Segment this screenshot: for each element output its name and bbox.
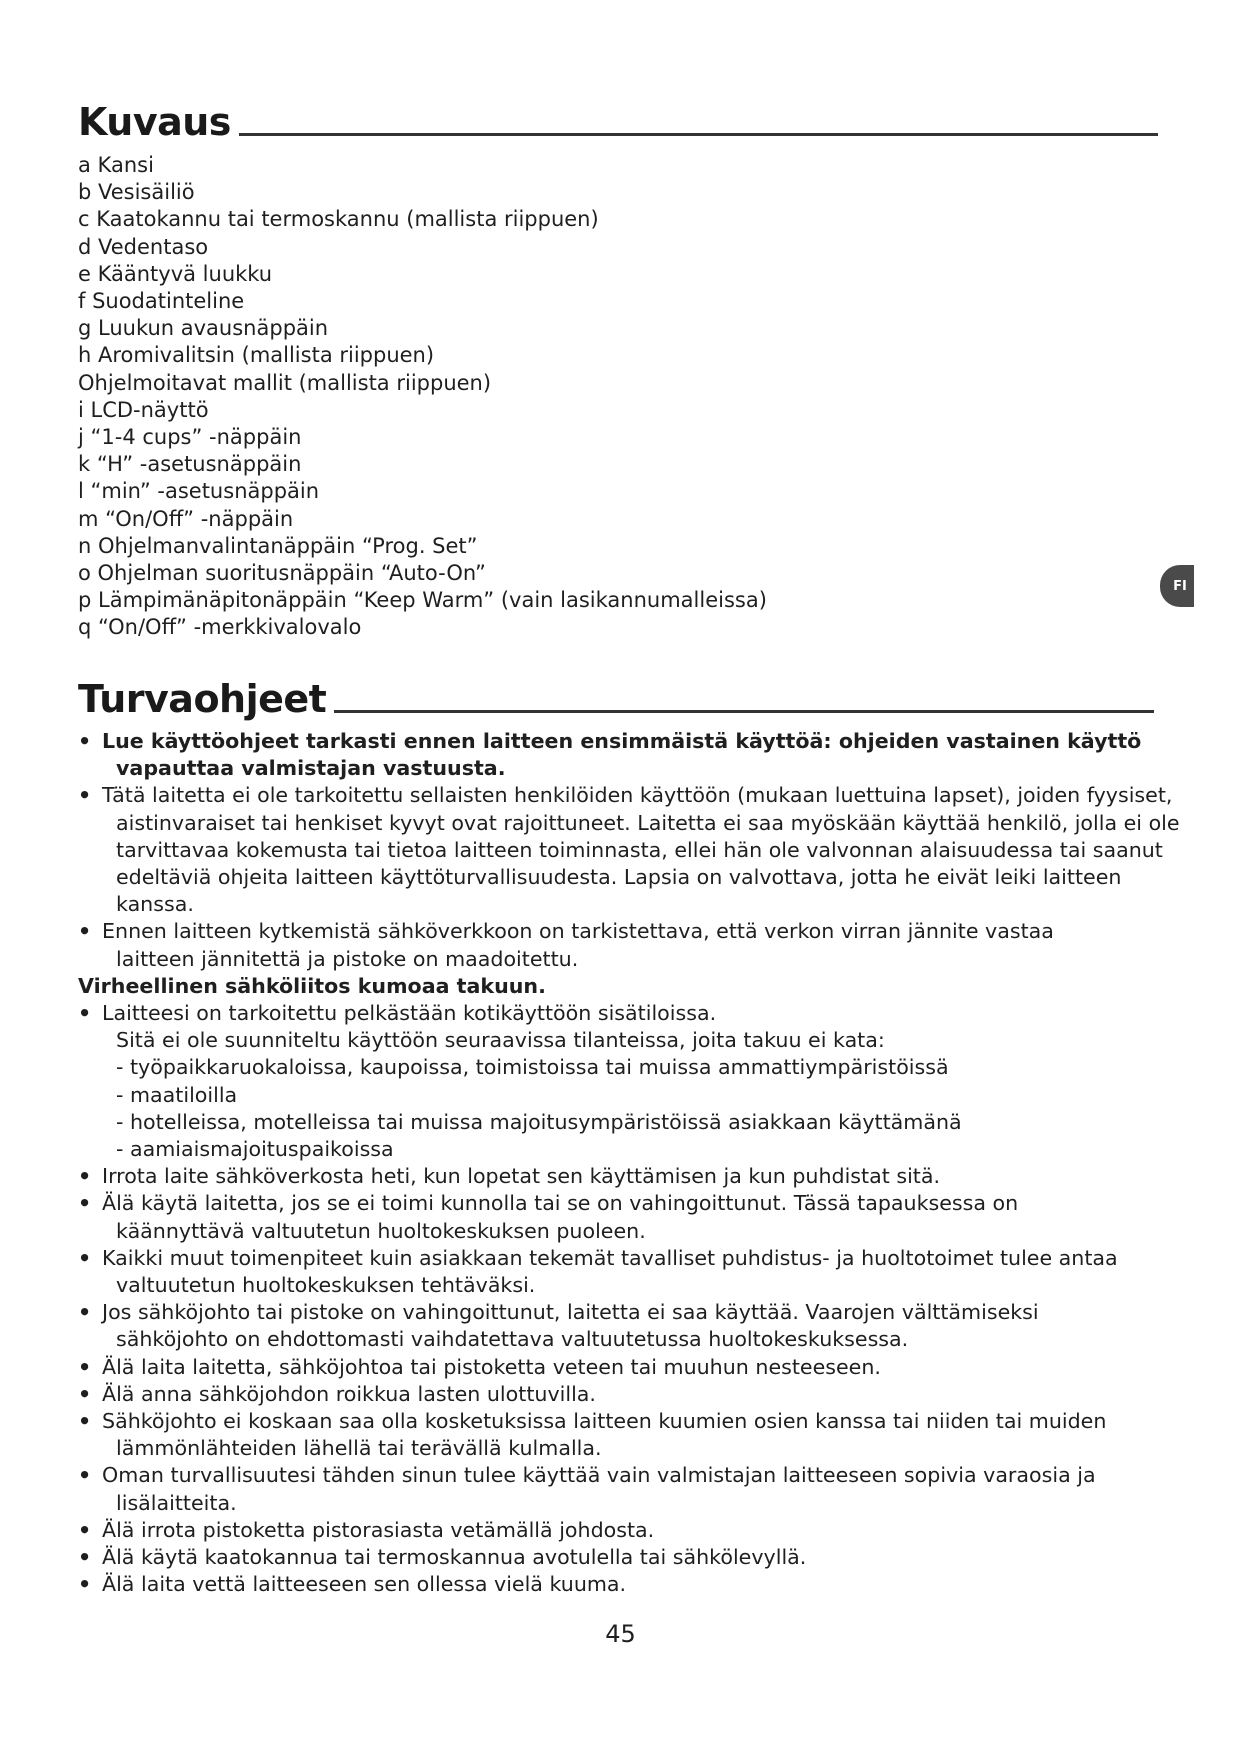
safety-item: • Älä käytä laitetta, jos se ei toimi kunnolla tai se on vahingoittunut. Tässä tapauksessa on käännyttävä valtuutetun huoltokeskuksen puoleen. [78, 1190, 1188, 1244]
part-item: g Luukun avausnäppäin [78, 316, 329, 341]
safety-item: • Sähköjohto ei koskaan saa olla kosketuksissa laitteen kuumien osien kanssa tai niiden tai muiden lämmönlähteiden lähellä tai terävällä kulmalla. [78, 1408, 1188, 1462]
part-item: q “On/Off” -merkkivalovalo [78, 615, 362, 640]
parts-list [78, 152, 1078, 642]
part-item: e Kääntyvä luukku [78, 261, 273, 286]
safety-item: • Oman turvallisuutesi tähden sinun tulee käyttää vain valmistajan laitteeseen sopivia varaosia ja lisälaitteita. [78, 1462, 1188, 1516]
safety-item: • Älä anna sähköjohdon roikkua lasten ulottuvilla. [78, 1381, 1188, 1408]
part-item: n Ohjelmanvalintanäppäin “Prog. Set” [78, 533, 478, 558]
part-item: d Vedentaso [78, 234, 209, 259]
part-item: f Suodatinteline [78, 289, 245, 314]
part-item: Ohjelmoitavat mallit (mallista riippuen) [78, 370, 492, 395]
usage-exclusion: - aamiaismajoituspaikoissa [116, 1137, 394, 1162]
part-item: a Kansi [78, 153, 154, 177]
part-item: j “1-4 cups” -näppäin [78, 425, 302, 450]
part-item: p Lämpimänäpitonäppäin “Keep Warm” (vain lasikannumalleissa) [78, 588, 767, 613]
safety-item: • Tätä laitetta ei ole tarkoitettu sellaisten henkilöiden käyttöön (mukaan luettuina lapset), joiden fyysiset, aistinvaraiset tai henkiset kyvyt ovat rajoittuneet. Laitetta ei saa myöskään käyttää henkilö, jolla ei ole tarvittavaa kokemusta tai tietoa laitteen toiminnasta, ellei hän ole valvonnan alaisuudessa tai saanut edeltäviä ohjeita laitteen käyttöturvallisuudesta. Lapsia on valvottava, jotta he eivät leiki laitteen kanssa. [78, 782, 1188, 918]
part-item: c Kaatokannu tai termoskannu (mallista riippuen) [78, 207, 599, 232]
page-number: 45 [605, 1620, 636, 1648]
safety-item: • Laitteesi on tarkoitettu pelkästään kotikäyttöön sisätiloissa. Sitä ei ole suunniteltu käyttöön seuraavissa tilanteissa, joita takuu ei kata: [78, 1000, 1188, 1054]
safety-list [78, 728, 1188, 1599]
safety-item: • Irrota laite sähköverkosta heti, kun lopetat sen käyttämisen ja kun puhdistat sitä. [78, 1163, 1188, 1190]
safety-item: • Kaikki muut toimenpiteet kuin asiakkaan tekemät tavalliset puhdistus- ja huoltotoimet tulee antaa valtuutetun huoltokeskuksen tehtäväksi. [78, 1245, 1188, 1299]
safety-heading [78, 677, 1154, 721]
description-title: Kuvaus [78, 100, 231, 144]
safety-item: • Älä laita vettä laitteeseen sen ollessa vielä kuuma. [78, 1571, 1188, 1598]
safety-title: Turvaohjeet [78, 677, 327, 721]
usage-exclusion: - työpaikkaruokaloissa, kaupoissa, toimistoissa tai muissa ammattiympäristöissä [116, 1055, 949, 1080]
usage-exclusion: - hotelleissa, motelleissa tai muissa majoitusympäristöissä asiakkaan käyttämänä [116, 1109, 962, 1134]
heading-rule [334, 710, 1154, 713]
description-heading [78, 100, 1158, 144]
part-item: b Vesisäiliö [78, 180, 195, 205]
safety-item: • Älä laita laitetta, sähköjohtoa tai pistoketta veteen tai muuhun nesteeseen. [78, 1354, 1188, 1381]
safety-item: • Älä irrota pistoketta pistorasiasta vetämällä johdosta. [78, 1517, 1188, 1544]
heading-rule [239, 133, 1158, 136]
safety-item: • Jos sähköjohto tai pistoke on vahingoittunut, laitetta ei saa käyttää. Vaarojen välttämiseksi sähköjohto on ehdottomasti vaihdatettava valtuutetussa huoltokeskuksessa. [78, 1299, 1188, 1353]
safety-item: • Lue käyttöohjeet tarkasti ennen laitteen ensimmäistä käyttöä: ohjeiden vastainen käyttö vapauttaa valmistajan vastuusta. [78, 728, 1188, 782]
part-item: o Ohjelman suoritusnäppäin “Auto-On” [78, 561, 486, 586]
safety-item: • Älä käytä kaatokannua tai termoskannua avotulella tai sähkölevyllä. [78, 1544, 1188, 1571]
safety-item: • Ennen laitteen kytkemistä sähköverkkoon on tarkistettava, että verkon virran jännite vastaa laitteen jännitettä ja pistoke on maadoitettu. [78, 918, 1188, 972]
part-item: h Aromivalitsin (mallista riippuen) [78, 343, 435, 368]
part-item: m “On/Off” -näppäin [78, 506, 294, 531]
part-item: k “H” -asetusnäppäin [78, 452, 302, 477]
part-item: l “min” -asetusnäppäin [78, 479, 320, 504]
language-tab: FI [1160, 565, 1194, 607]
part-item: i LCD-näyttö [78, 397, 209, 422]
usage-exclusion: - maatiloilla [116, 1082, 238, 1107]
warranty-note: Virheellinen sähköliitos kumoaa takuun. [78, 973, 546, 998]
